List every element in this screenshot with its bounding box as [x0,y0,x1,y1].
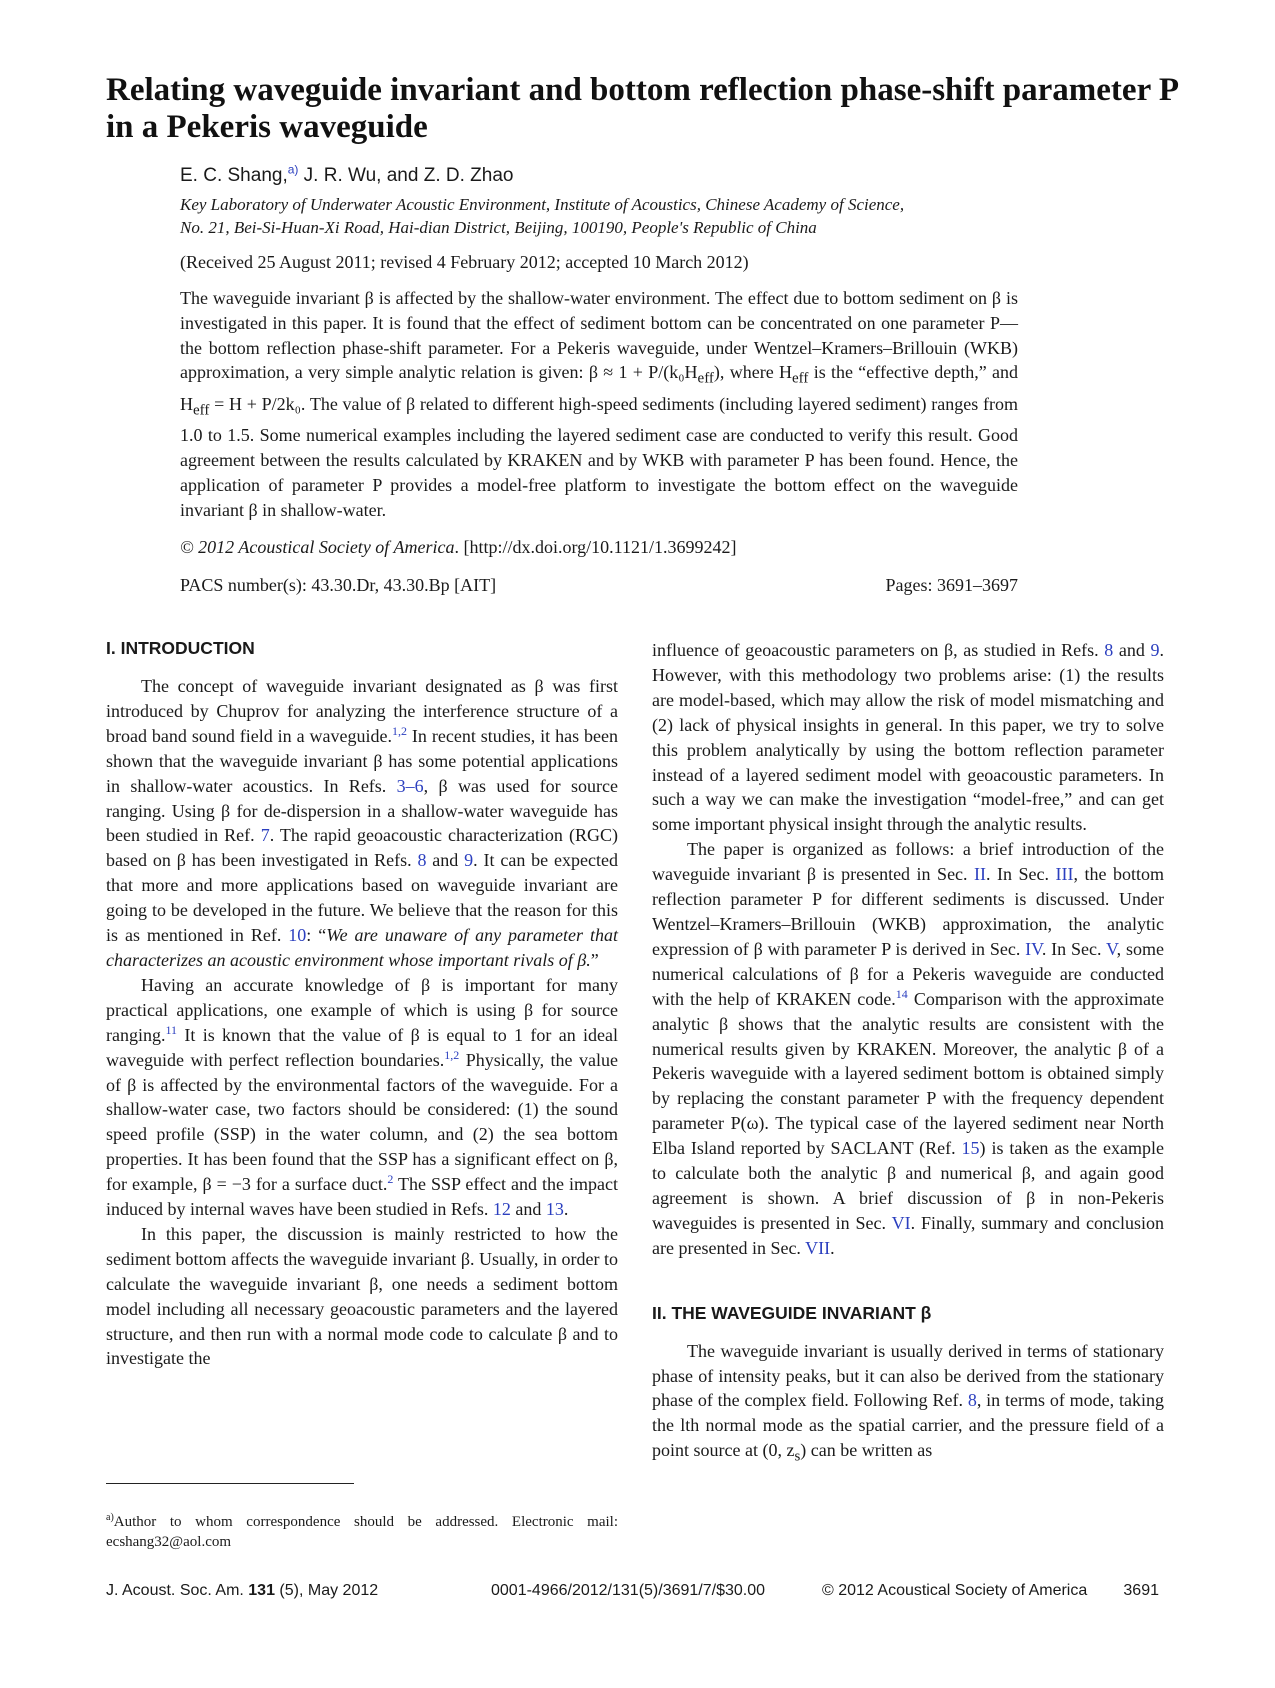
citation-link[interactable]: 8 [1104,640,1114,660]
quoted-text: We are unaware of any parameter that characterizes an acoustic environment whose important rivals of β. [106,925,618,970]
citation-link[interactable]: 11 [165,1022,178,1037]
citation-link[interactable]: 2 [387,1172,394,1187]
citation-link[interactable]: 7 [260,825,270,846]
footnote-text: Author to whom correspondence should be addressed. Electronic mail: ecshang32@aol.com [106,1514,618,1550]
pacs-numbers: PACS number(s): 43.30.Dr, 43.30.Bp [AIT] [180,575,497,595]
right-column [652,638,1164,1470]
section-heading-waveguide-invariant: II. THE WAVEGUIDE INVARIANT β [652,1302,932,1323]
abstract-text-2: ), where H [713,362,792,383]
intro-paragraph-3-continued: influence of geoacoustic parameters on β, as studied in Refs. 8 and 9. However, with this methodology two problems arise: (1) the results are model-based, which may allow the risk of model mismatching and (2) lack of physical insights in general. In this paper, we try to solve this problem analytically by using the bottom reflection parameter instead of a layered sediment model with geoacoustic parameters. In such a way we can make the investigation “model-free,” and can get some important physical insight through the analytic results. [652,640,1164,835]
footnote [106,1512,618,1552]
citation-link[interactable]: 1,2 [444,1047,460,1062]
footer-copyright: © 2012 Acoustical Society of America [822,1582,1088,1599]
paper-title: Relating waveguide invariant and bottom reflection phase-shift parameter P in a Pekeris waveguide [106,72,1178,145]
citation-link[interactable]: 13 [545,1199,564,1220]
citation-link[interactable]: 10 [288,925,307,946]
section-link[interactable]: VII [805,1237,831,1258]
citation-link[interactable]: 8 [967,1390,977,1411]
section2-paragraph-1: The waveguide invariant is usually derived in terms of stationary phase of intensity peaks, but it can also be derived from the stationary phase of the complex field. Following Ref. 8, in terms of mode, taking the lth normal mode as the spatial carrier, and the pressure field of a point source at (0, $z_s$) can be written as [652,1340,1165,1465]
affiliation-line-2: No. 21, Bei-Si-Huan-Xi Road, Hai-dian District, Beijing, 100190, People's Republic of China [180,218,817,237]
section-heading-introduction: I. INTRODUCTION [106,638,255,658]
section-link[interactable]: VI [891,1212,911,1233]
page-footer [106,1579,1159,1603]
abstract-subscript: eff [792,370,809,387]
citation-link[interactable]: 9 [464,850,474,871]
citation-link[interactable]: 14 [895,986,908,1001]
received-dates: (Received 25 August 2011; revised 4 February 2012; accepted 10 March 2012) [180,252,749,272]
author-list [180,164,1080,188]
abstract-text-1: The waveguide invariant β is affected by the shallow-water environment. The effect due to bottom sediment on β is investigated in this paper. It is found that the effect of sediment bottom can be concentrated on one parameter P—the bottom reflection phase-shift parameter. For a Pekeris waveguide, under Wentzel–Kramers–Brillouin (WKB) approximation, a very simple analytic relation is given: β ≈ 1 + P/(k₀H [180,288,1018,383]
page-range: Pages: 3691–3697 [885,575,1018,595]
footnote-mark: a) [106,1512,114,1523]
citation-link[interactable]: 3–6 [396,775,424,796]
page-number: 3691 [1123,1582,1159,1599]
section-link[interactable]: V [1105,938,1117,959]
doi-link[interactable]: . [http://dx.doi.org/10.1121/1.3699242] [454,537,737,557]
footer-issn: 0001-4966/2012/131(5)/3691/7/$30.00 [491,1582,766,1599]
citation-link[interactable]: 8 [417,850,427,871]
citation-link[interactable]: 15 [961,1138,980,1159]
section-link[interactable]: III [1055,864,1074,885]
citation-link[interactable]: 9 [1150,640,1160,660]
section-link[interactable]: II [974,864,987,885]
subscript: s [794,1448,801,1465]
pacs-line [180,573,1018,597]
citation-link[interactable]: 1,2 [392,723,407,738]
abstract-text-4: = H + P/2k₀. The value of β related to different high-speed sediments (including layered sediment) ranges from 1.0 to 1.5. Some numerical examples including the layered sediment case are conducted to verify this result. Good agreement between the results calculated by KRAKEN and by WKB with parameter P has been found. Hence, the application of parameter P provides a model-free platform to investigate the bottom effect on the waveguide invariant β in shallow-water. [180,393,1018,520]
author-footnote-mark[interactable]: a) [287,162,299,177]
section-link[interactable]: IV [1025,938,1042,959]
affiliation [180,193,1080,239]
abstract-text-3: is the “effective depth,” and H [180,362,1018,414]
author-first: E. C. Shang, [180,165,288,186]
intro-paragraph-2: Having an accurate knowledge of β is important for many practical applications, one example of which is using β for source ranging.$^{11}$ It is known that the value of β is equal to 1 for an ideal waveguide with perfect reflection boundaries.$^{1,2}$ Physically, the value of β is affected by the environmental factors of the waveguide. For a shallow-water case, two factors should be considered: (1) the sound speed profile (SSP) in the water column, and (2) the sea bottom properties. It has been found that the SSP has a significant effect on β, for example, β = −3 for a surface duct.$^2$ The SSP effect and the impact induced by internal waves have been studied in Refs. 12 and 13. [106,974,618,1220]
copyright-society: © 2012 Acoustical Society of America [180,537,455,557]
abstract-subscript: eff [697,370,714,387]
footer-journal: J. Acoust. Soc. Am. 131 (5), May 2012 [106,1582,379,1599]
author-rest: J. R. Wu, and Z. D. Zhao [298,165,514,186]
footnote-divider [106,1483,354,1484]
citation-link[interactable]: 12 [492,1199,511,1220]
intro-paragraph-1: The concept of waveguide invariant designated as β was first introduced by Chuprov for analyzing the interference structure of a broad band sound field in a waveguide.$^{1,2}$ In recent studies, it has been shown that the waveguide invariant β has some potential applications in shallow-water acoustics. In Refs. 3–6, β was used for source ranging. Using β for de-dispersion in a shallow-water waveguide has been studied in Ref. 7. The rapid geoacoustic characterization (RGC) based on β has been investigated in Refs. 8 and 9. It can be expected that more and more applications based on waveguide invariant are going to be developed in the future. We believe that the reason for this is as mentioned in Ref. 10: “We are unaware of any parameter that characterizes an acoustic environment whose important rivals of β.” [106,676,619,970]
left-column [106,636,618,1371]
abstract-subscript: eff [193,402,210,419]
affiliation-line-1: Key Laboratory of Underwater Acoustic Environment, Institute of Acoustics, Chinese Academy of Science, [180,195,905,214]
intro-paragraph-3: In this paper, the discussion is mainly restricted to how the sediment bottom affects the waveguide invariant β. Usually, in order to calculate the waveguide invariant β, one needs a sediment bottom model including all necessary geoacoustic parameters and the layered structure, and then run with a normal mode code to calculate β and to investigate the [106,1223,618,1369]
intro-paragraph-4: The paper is organized as follows: a brief introduction of the waveguide invariant β is presented in Sec. II. In Sec. III, the bottom reflection parameter P for different sediments is discussed. Under Wentzel–Kramers–Brillouin (WKB) approximation, the analytic expression of β with parameter P is derived in Sec. IV. In Sec. V, some numerical calculations of β for a Pekeris waveguide are conducted with the help of KRAKEN code.$^{14}$ Comparison with the approximate analytic β shows that the analytic results are consistent with the numerical results given by KRAKEN. Moreover, the analytic β of a Pekeris waveguide with a layered sediment bottom is obtained simply by replacing the constant parameter P with the frequency dependent parameter P(ω). The typical case of the layered sediment near North Elba Island reported by SACLANT (Ref. 15) is taken as the example to calculate both the analytic β and numerical β, and again good agreement is shown. A brief discussion of β in non-Pekeris waveguides is presented in Sec. VI. Finally, summary and conclusion are presented in Sec. VII. [652,839,1165,1258]
abstract [180,286,1018,522]
copyright-line [180,535,1040,559]
